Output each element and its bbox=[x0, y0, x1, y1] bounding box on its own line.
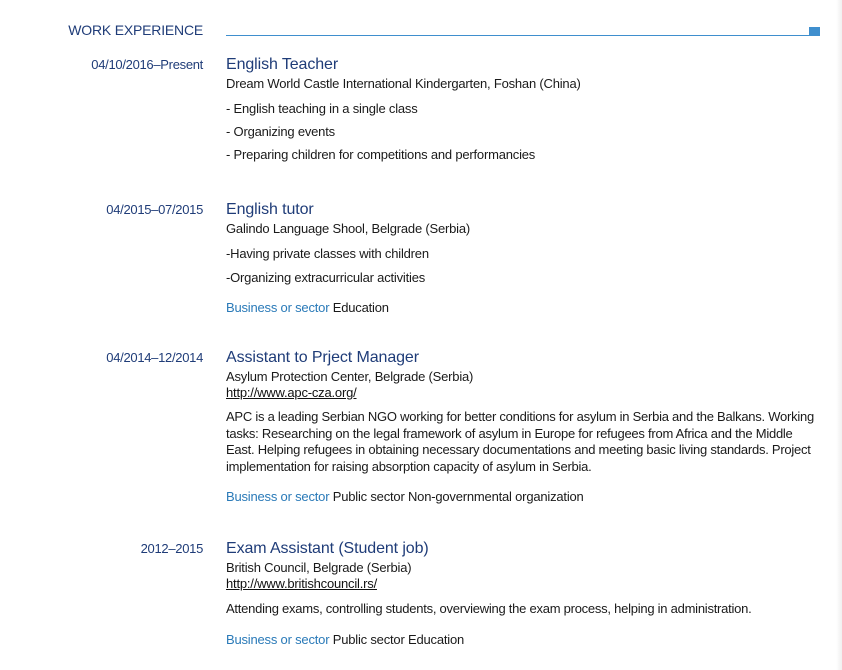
employer: Dream World Castle International Kindergarten, Foshan (China) bbox=[226, 76, 581, 91]
duty-item: -Having private classes with children bbox=[226, 246, 429, 261]
duty-item: - English teaching in a single class bbox=[226, 101, 418, 116]
job-title: Exam Assistant (Student job) bbox=[226, 540, 429, 557]
sector-value: Public sector Non-governmental organization bbox=[332, 489, 584, 504]
duty-item: - Organizing events bbox=[226, 124, 335, 139]
job-description: Attending exams, controlling students, overviewing the exam process, helping in administration. bbox=[226, 601, 752, 616]
business-sector bbox=[226, 632, 826, 648]
employer: Asylum Protection Center, Belgrade (Serbia) bbox=[226, 369, 474, 384]
business-sector bbox=[226, 300, 826, 316]
job-title: Assistant to Prject Manager bbox=[226, 349, 419, 366]
entry-date: 2012–2015 bbox=[140, 541, 203, 556]
job-description: APC is a leading Serbian NGO working for better conditions for asylum in Serbia and the Balkans. Working tasks: Researching on the legal framework of asylum in Europe for refugees from Africa and the Middle East. Helping refugees in obtaining necessary documentations and meeting basic living standards. Project implementation for raising absorption capacity of asylum in Serbia. bbox=[226, 409, 814, 474]
job-title: English Teacher bbox=[226, 56, 339, 73]
sector-label: Business or sector bbox=[226, 631, 330, 647]
sector-value: Education bbox=[332, 300, 389, 315]
entry-date: 04/2014–12/2014 bbox=[106, 350, 203, 365]
duty-item: -Organizing extracurricular activities bbox=[226, 270, 426, 285]
employer: British Council, Belgrade (Serbia) bbox=[226, 560, 412, 575]
employer-website-link[interactable]: http://www.britishcouncil.rs/ bbox=[226, 576, 377, 591]
sector-label: Business or sector bbox=[226, 489, 330, 504]
employer: Galindo Language Shool, Belgrade (Serbia) bbox=[226, 221, 471, 236]
section-divider bbox=[226, 35, 810, 36]
entry-content bbox=[226, 200, 826, 316]
job-title: English tutor bbox=[226, 201, 314, 218]
entry-date: 04/10/2016–Present bbox=[91, 57, 203, 72]
entry-date: 04/2015–07/2015 bbox=[106, 202, 203, 217]
page-edge-shadow bbox=[836, 0, 842, 670]
business-sector bbox=[226, 489, 826, 505]
duty-item: - Preparing children for competitions and performancies bbox=[226, 147, 536, 162]
section-marker bbox=[809, 27, 820, 36]
section-title: WORK EXPERIENCE bbox=[68, 22, 203, 38]
entry-content bbox=[226, 55, 826, 163]
entry-content bbox=[226, 539, 826, 648]
employer-website-link[interactable]: http://www.apc-cza.org/ bbox=[226, 385, 357, 400]
entry-content bbox=[226, 348, 826, 505]
sector-label: Business or sector bbox=[226, 300, 330, 315]
sector-value: Public sector Education bbox=[332, 631, 465, 647]
